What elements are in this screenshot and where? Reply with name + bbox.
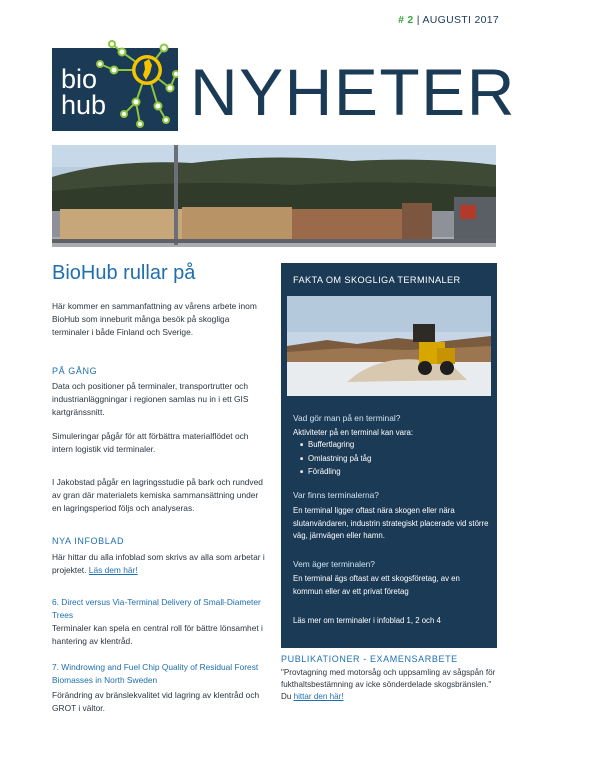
hero-image-timber-train [52,145,496,247]
paragraph: Simuleringar pågår för att förbättra materialflödet och intern logistik vid terminaler. [52,431,249,454]
paragraph: Data och positioner på terminaler, transportrutter och industrianläggningar i regionen samlas nu in i ett GIS kartgränssnitt. [52,381,249,417]
infoblad-7-title: 7. Windrowing and Fuel Chip Quality of Residual Forest Biomasses in North Sweden [52,662,259,685]
publication-description: "Provtagning med motorsåg och uppsamling av sågspån för fukthaltsbestämning av icke sönderdelade skogsbränslen." Du [281,668,496,701]
logo-text-hub: hub [61,90,107,120]
facts-question-2: Var finns terminalerna? [293,490,379,500]
facts-q3-answer: En terminal ägs oftast av ett skogsföretag, av en kommun eller av ett privat företag [293,574,460,596]
issue-date: AUGUSTI 2017 [422,14,499,26]
infoblad-6-title: 6. Direct versus Via-Terminal Delivery of Small-Diameter Trees [52,597,261,620]
section-heading-pa-gang: PÅ GÅNG [52,366,98,376]
article-title: BioHub rullar på [52,262,196,284]
facts-read-more: Läs mer om terminaler i infoblad 1, 2 och 4 [293,616,441,625]
facts-panel [281,263,497,648]
publications-heading: PUBLIKATIONER - EXAMENSARBETE [281,654,458,664]
facts-question-3: Vem äger terminalen? [293,559,375,569]
infoblad-6-text [52,622,266,648]
section-pa-gang-p2 [52,430,266,456]
facts-q1-intro: Aktiviteter på en terminal kan vara: [293,428,414,437]
issue-line [398,14,499,26]
infoblad-intro-text: Här hittar du alla infoblad som skrivs av alla som arbetar i projektet. [52,552,265,575]
issue-separator: | [413,14,423,26]
list-item: ■ Omlastning på tåg [309,453,371,467]
paragraph: Terminaler kan spela en central roll för bättre lönsamhet i hantering av klentråd. [52,623,263,646]
section-heading-nya-infoblad: NYA INFOBLAD [52,536,125,546]
article-intro [52,300,266,339]
list-item: ■ Förädling [309,466,371,480]
publications-text [281,667,497,703]
molecule-icon [52,40,178,135]
infoblad-link[interactable]: Läs dem här! [88,565,138,575]
list-item: ■ Buffertlagring [309,439,371,453]
paragraph: I Jakobstad pågår en lagringsstudie på bark och rundved av gran där materialets kemiska sammansättning under en lagringsperiod följs och analyseras. [52,477,263,513]
biohub-logo [52,48,178,131]
section-pa-gang-p1 [52,380,266,419]
logo-text-bio: bio [61,64,98,94]
facts-panel-title: FAKTA OM SKOGLIGA TERMINALER [293,275,461,285]
facts-q2-answer: En terminal ligger oftast nära skogen eller nära slutanvändaren, industrin strategiskt placerade vid större väg, järnvägen eller hamn. [293,506,489,540]
section-nya-infoblad-intro [52,551,266,577]
facts-question-1: Vad gör man på en terminal? [293,413,401,423]
section-pa-gang-p3 [52,476,266,515]
publication-link[interactable]: hittar den här! [293,692,344,701]
terminal-photo-loader [287,296,491,396]
intro-text: Här kommer en sammanfattning av vårens arbete inom BioHub som inneburit många besök på skogliga terminaler i både Finland och Sverige. [52,301,257,337]
issue-number: # 2 [398,14,414,26]
infoblad-7-text [52,689,266,715]
masthead-title: NYHETER [190,55,516,129]
activity-list [293,439,371,480]
paragraph: Förändring av bränslekvalitet vid lagring av klentråd och GROT i vältor. [52,690,260,713]
